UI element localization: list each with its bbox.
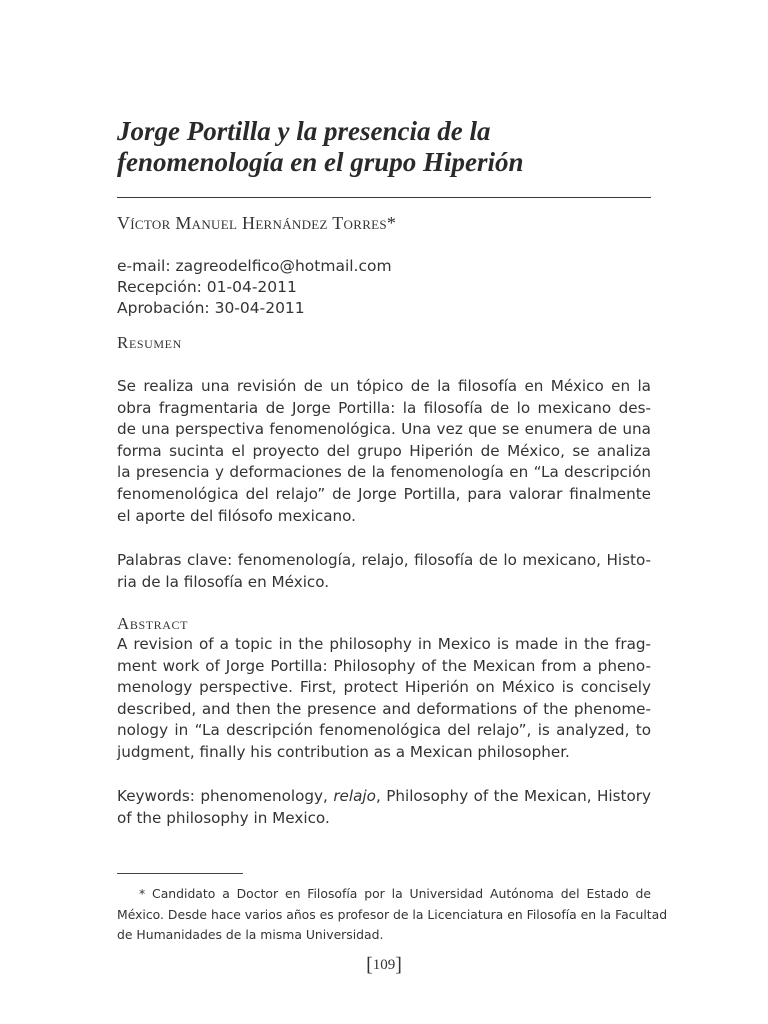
author-name: Víctor Manuel Hernández Torres* [117,213,397,233]
resumen-line: la presencia y deformaciones de la fenomenología en “La descripción [117,463,651,482]
resumen-paragraph [117,376,651,527]
palabras-clave-paragraph [117,550,651,593]
keywords-prefix: Keywords: phenomenology, [117,787,334,805]
abstract-line: menology perspective. First, protect Hiperión on México is concisely [117,678,651,697]
keywords-line: of the philosophy in Mexico. [117,808,330,827]
abstract-line: A revision of a topic in the philosophy in Mexico is made in the frag- [117,635,651,653]
palabras-clave-line: ria de la filosofía en México. [117,572,330,591]
reception-date: Recepción: 01-04-2011 [117,278,297,296]
page-number [0,954,768,977]
page-number-open-bracket: [ [366,954,373,976]
resumen-line: Se realiza una revisión de un tópico de la filosofía en México en la [117,377,651,395]
footnote-divider [117,873,243,874]
article-title-line-2: fenomenología en el grupo Hiperión [117,147,524,177]
palabras-clave-line: Palabras clave: fenomenología, relajo, filosofía de lo mexicano, Histo- [117,551,651,569]
keywords-paragraph [117,786,651,829]
resumen-line: de una perspectiva fenomenológica. Una vez que se enumera de una [117,420,651,439]
abstract-line: nology in “La descripción fenomenológica del relajo”, is analyzed, to [117,721,651,740]
abstract-paragraph [117,634,651,764]
article-title-line-1: Jorge Portilla y la presencia de la [117,116,491,146]
title-divider [117,197,651,198]
footnote [117,884,668,946]
footnote-line: * Candidato a Doctor en Filosofía por la Universidad Autónoma del Estado de [139,886,651,901]
footnote-line: de Humanidades de la misma Universidad. [117,927,384,942]
resumen-line: obra fragmentaria de Jorge Portilla: la filosofía de lo mexicano des- [117,398,651,417]
page-number-value: 109 [372,957,396,973]
keywords-rest: , Philosophy of the Mexican, History [375,787,651,805]
resumen-line: el aporte del filósofo mexicano. [117,506,356,525]
resumen-line: fenomenológica del relajo” de Jorge Portilla, para valorar finalmente [117,484,651,503]
abstract-line: described, and then the presence and deformations of the phenome- [117,699,651,718]
resumen-heading: Resumen [117,333,182,352]
abstract-line: judgment, finally his contribution as a Mexican philosopher. [117,742,570,761]
abstract-line: ment work of Jorge Portilla: Philosophy of the Mexican from a pheno- [117,656,651,675]
approval-date: Aprobación: 30-04-2011 [117,299,305,317]
page-number-close-bracket: ] [395,954,402,976]
keywords-italic-term: relajo [333,787,376,805]
article-title [117,116,657,178]
keywords-line [117,786,651,808]
footnote-line: México. Desde hace varios años es profesor de la Licenciatura en Filosofía en la Facultad [117,906,668,922]
article-metadata [117,256,392,319]
author-email: e-mail: zagreodelfico@hotmail.com [117,257,392,275]
resumen-line: forma sucinta el proyecto del grupo Hiperión de México, se analiza [117,441,651,460]
abstract-heading: Abstract [117,614,189,633]
